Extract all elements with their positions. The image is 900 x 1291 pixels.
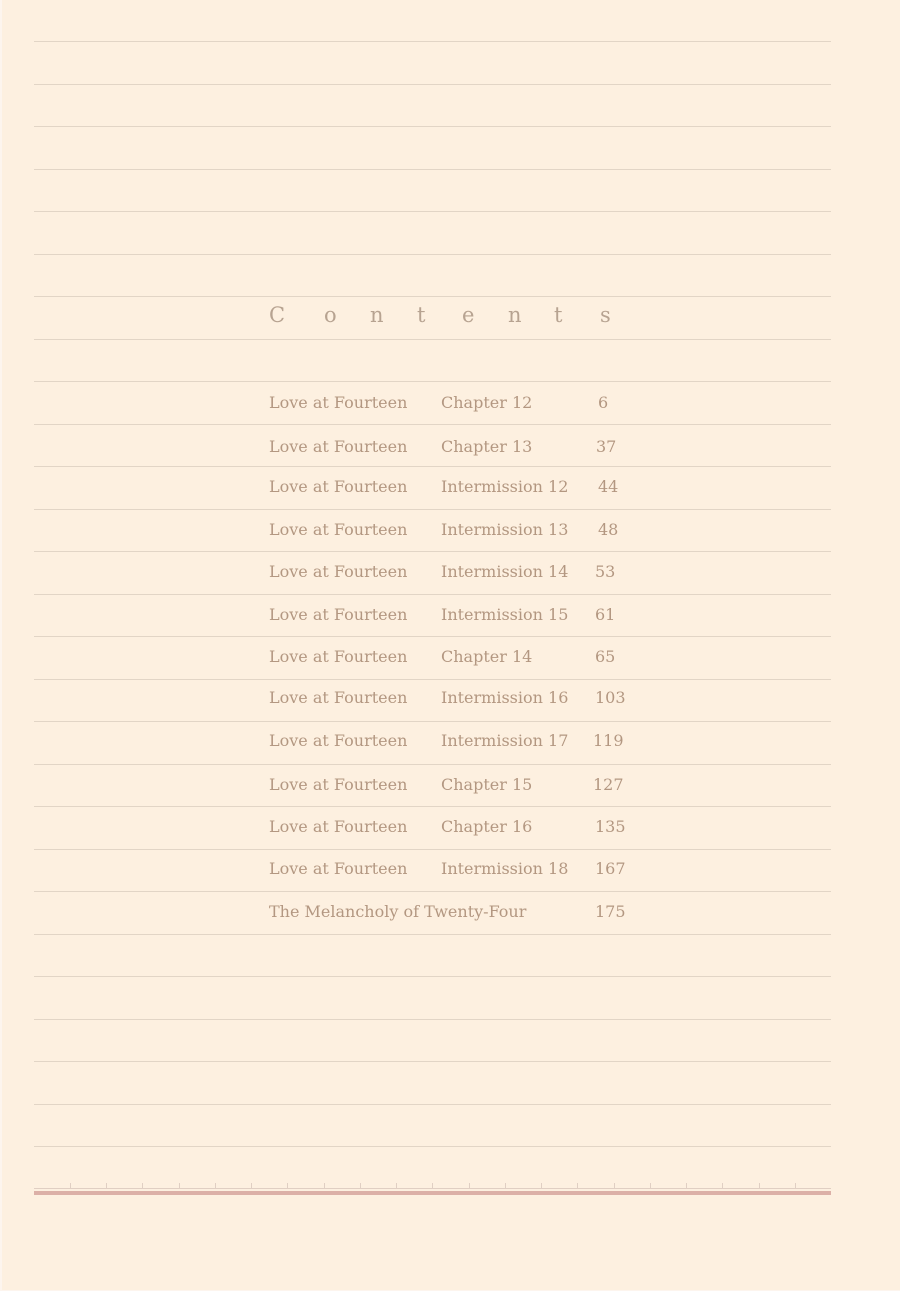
ruled-line xyxy=(34,764,831,765)
toc-book-title: Love at Fourteen xyxy=(269,817,408,836)
ruler-tick xyxy=(686,1183,687,1189)
ruler-tick xyxy=(614,1183,615,1189)
toc-chapter: Intermission 13 xyxy=(441,520,569,539)
toc-entry[interactable] xyxy=(269,437,669,467)
ruler-tick xyxy=(287,1183,288,1189)
toc-book-title: Love at Fourteen xyxy=(269,477,408,496)
ruled-line xyxy=(34,849,831,850)
ruler-tick xyxy=(577,1183,578,1189)
ruled-line xyxy=(34,679,831,680)
ruler-tick xyxy=(759,1183,760,1189)
title-letter: o xyxy=(324,303,337,327)
ruler-tick xyxy=(360,1183,361,1189)
toc-entry[interactable] xyxy=(269,817,669,847)
ruler-tick xyxy=(106,1183,107,1189)
ruled-line xyxy=(34,296,831,297)
ruler-bar xyxy=(34,1191,831,1195)
toc-page-number: 135 xyxy=(595,817,626,836)
ruler-tick xyxy=(324,1183,325,1189)
ruled-line xyxy=(34,381,831,382)
title-letter: n xyxy=(370,303,384,327)
toc-chapter: Chapter 14 xyxy=(441,647,533,666)
toc-entry[interactable] xyxy=(269,902,669,932)
ruled-line xyxy=(34,976,831,977)
ruled-line xyxy=(34,41,831,42)
ruler-tick xyxy=(650,1183,651,1189)
ruled-line xyxy=(34,424,831,425)
ruled-line xyxy=(34,721,831,722)
toc-entry[interactable] xyxy=(269,477,669,507)
toc-chapter: Chapter 15 xyxy=(441,775,533,794)
ruled-line xyxy=(34,339,831,340)
ruled-line xyxy=(34,1104,831,1105)
ruler-tick xyxy=(396,1183,397,1189)
ruled-line xyxy=(34,1019,831,1020)
toc-page-number: 37 xyxy=(596,437,617,456)
title-letter: n xyxy=(508,303,522,327)
toc-page-number: 119 xyxy=(593,731,624,750)
ruled-line xyxy=(34,594,831,595)
toc-book-title: Love at Fourteen xyxy=(269,393,408,412)
toc-book-title: The Melancholy of Twenty-Four xyxy=(269,902,527,921)
toc-page-number: 6 xyxy=(598,393,609,412)
ruler-tick xyxy=(215,1183,216,1189)
toc-chapter: Intermission 16 xyxy=(441,688,569,707)
toc-book-title: Love at Fourteen xyxy=(269,859,408,878)
toc-chapter: Chapter 16 xyxy=(441,817,533,836)
toc-chapter: Intermission 14 xyxy=(441,562,569,581)
toc-entry[interactable] xyxy=(269,393,669,423)
ruler-tick xyxy=(722,1183,723,1189)
ruler-tick xyxy=(432,1183,433,1189)
toc-book-title: Love at Fourteen xyxy=(269,520,408,539)
toc-page-number: 44 xyxy=(598,477,619,496)
title-letter: t xyxy=(554,303,563,327)
toc-page-number: 48 xyxy=(598,520,619,539)
ruled-line xyxy=(34,934,831,935)
ruler-tick xyxy=(505,1183,506,1189)
ruled-line xyxy=(34,891,831,892)
title-letter: t xyxy=(417,303,426,327)
toc-chapter: Intermission 18 xyxy=(441,859,569,878)
ruler-tick xyxy=(795,1183,796,1189)
toc-chapter: Intermission 12 xyxy=(441,477,569,496)
toc-entry[interactable] xyxy=(269,859,669,889)
toc-page-number: 65 xyxy=(595,647,616,666)
notebook-page xyxy=(2,0,900,1290)
toc-entry[interactable] xyxy=(269,775,669,805)
toc-page-number: 61 xyxy=(595,605,616,624)
ruler-tick xyxy=(251,1183,252,1189)
ruled-line xyxy=(34,551,831,552)
toc-entry[interactable] xyxy=(269,605,669,635)
title-letter: e xyxy=(462,303,475,327)
toc-book-title: Love at Fourteen xyxy=(269,562,408,581)
ruler-tick xyxy=(541,1183,542,1189)
toc-entry[interactable] xyxy=(269,688,669,718)
toc-book-title: Love at Fourteen xyxy=(269,775,408,794)
ruled-line xyxy=(34,169,831,170)
toc-page-number: 175 xyxy=(595,902,626,921)
ruled-line xyxy=(34,211,831,212)
toc-chapter: Chapter 12 xyxy=(441,393,533,412)
ruled-line xyxy=(34,126,831,127)
ruler-tick xyxy=(70,1183,71,1189)
toc-chapter: Chapter 13 xyxy=(441,437,533,456)
title-letter: C xyxy=(269,303,286,327)
toc-entry[interactable] xyxy=(269,647,669,677)
ruler-tick xyxy=(179,1183,180,1189)
toc-chapter: Intermission 17 xyxy=(441,731,569,750)
toc-page-number: 167 xyxy=(595,859,626,878)
ruler-tick xyxy=(142,1183,143,1189)
toc-page-number: 127 xyxy=(593,775,624,794)
toc-page-number: 53 xyxy=(595,562,616,581)
ruler-tick xyxy=(469,1183,470,1189)
toc-book-title: Love at Fourteen xyxy=(269,437,408,456)
ruled-line xyxy=(34,84,831,85)
ruled-line xyxy=(34,1061,831,1062)
toc-chapter: Intermission 15 xyxy=(441,605,569,624)
toc-entry[interactable] xyxy=(269,562,669,592)
title-letter: s xyxy=(600,303,611,327)
ruled-line xyxy=(34,806,831,807)
ruled-line xyxy=(34,509,831,510)
toc-entry[interactable] xyxy=(269,731,669,761)
toc-book-title: Love at Fourteen xyxy=(269,688,408,707)
toc-entry[interactable] xyxy=(269,520,669,550)
toc-page-number: 103 xyxy=(595,688,626,707)
toc-book-title: Love at Fourteen xyxy=(269,605,408,624)
ruled-line xyxy=(34,636,831,637)
ruled-line xyxy=(34,254,831,255)
bottom-ruler xyxy=(34,1180,831,1196)
toc-book-title: Love at Fourteen xyxy=(269,731,408,750)
ruled-line xyxy=(34,1146,831,1147)
toc-book-title: Love at Fourteen xyxy=(269,647,408,666)
